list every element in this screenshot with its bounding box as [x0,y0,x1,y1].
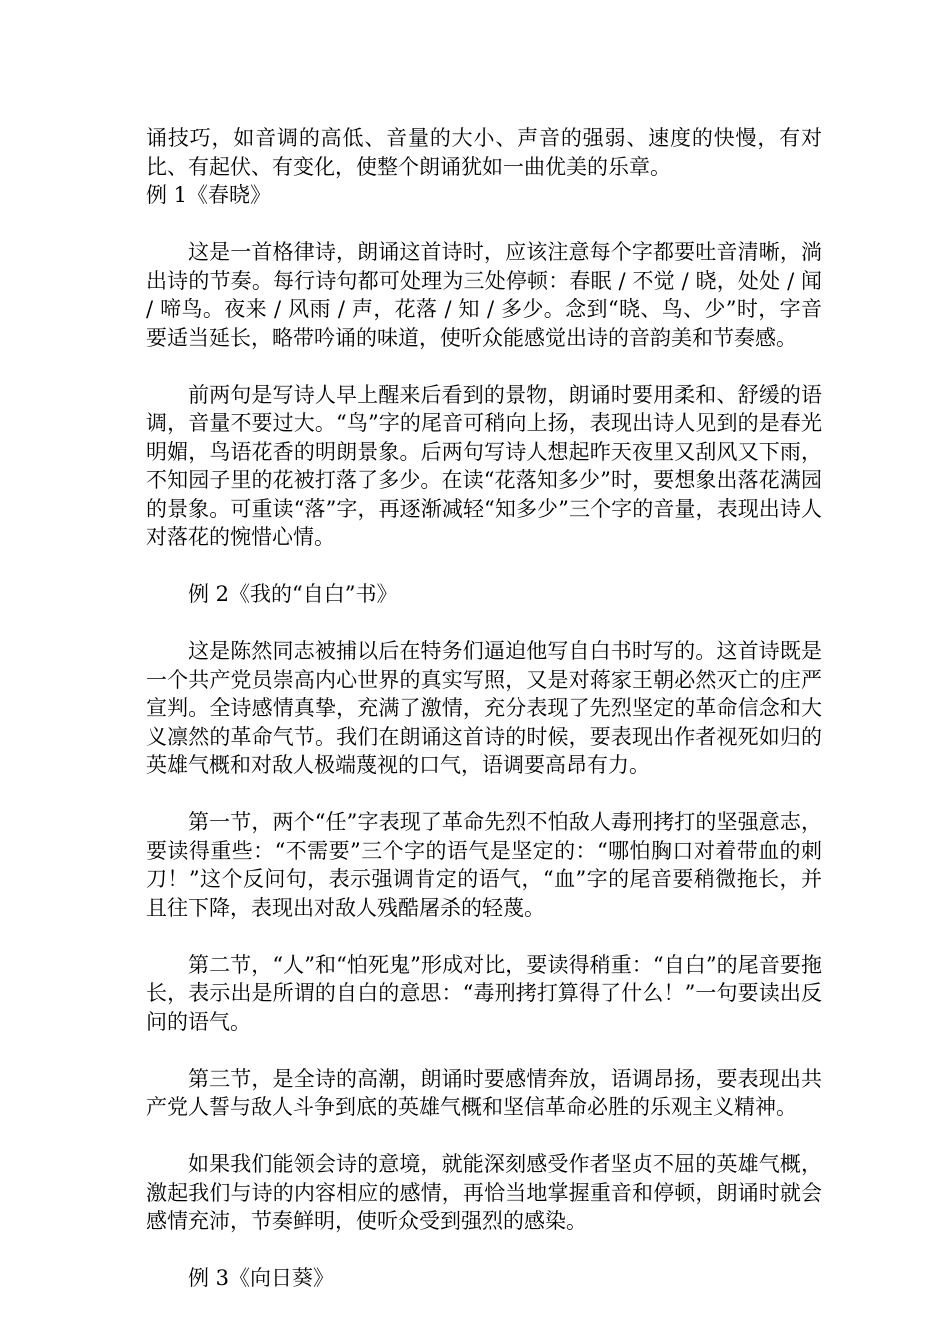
example-3-heading: 例 3《向日葵》 [188,1266,335,1290]
paragraph-gap [146,1236,822,1265]
paragraph-section-2: 第二节，“人”和“怕死鬼”形成对比，要读得稍重：“自白”的尾音要拖长，表示出是所谓的自白的意思：“毒刑拷打算得了什么！”一句要读出反问的语气。 [146,952,822,1034]
paragraph-gap [146,922,822,951]
paragraph-intro-continued: 诵技巧，如音调的高低、音量的大小、声音的强弱、速度的快慢，有对比、有起伏、有变化，使整个朗诵犹如一曲优美的乐章。 [146,126,822,179]
example-1-heading: 例 1《春晓》 [146,183,272,207]
paragraph-example-2-intro: 这是陈然同志被捕以后在特务们逼迫他写自白书时写的。这首诗既是一个共产党员崇高内心世界的真实写照，又是对蒋家王朝必然灭亡的庄严宣判。全诗感情真挚，充满了激情，充分表现了先烈坚定的革命信念和大义凛然的革命气节。我们在朗诵这首诗的时候，要表现出作者视死如归的英雄气概和对敌人极端蔑视的口气，语调要高昂有力。 [146,639,822,777]
example-2-heading: 例 2《我的“自白”书》 [188,582,398,606]
paragraph-example-1-intro: 这是一首格律诗，朗诵这首诗时，应该注意每个字都要吐音清晰，淌出诗的节奏。每行诗句都可处理为三处停顿：春眠 / 不觉 / 晓，处处 / 闻 / 啼鸟。夜来 / 风雨 / 声，花落 / 知 / 多少。念到“晓、鸟、少”时，字音要适当延长，略带吟诵的味道，使听众能感觉出诗的音韵美和节奏感。 [146,240,822,350]
paragraph-section-1: 第一节，两个“任”字表现了革命先烈不怕敌人毒刑拷打的坚强意志，要读得重些：“不需要”三个字的语气是坚定的：“哪怕胸口对着带血的刺刀！”这个反问句，表示强调肯定的语气，“血”字的尾音要稍微拖长，并且往下降，表现出对敌人残酷屠杀的轻蔑。 [146,810,822,920]
paragraph-example-1-analysis: 前两句是写诗人早上醒来后看到的景物，朗诵时要用柔和、舒缓的语调，音量不要过大。“鸟”字的尾音可稍向上扬，表现出诗人见到的是春光明媚，鸟语花香的明朗景象。后两句写诗人想起昨天夜里又刮风又下雨，不知园子里的花被打落了多少。在读“花落知多少”时，要想象出落花满园的景象。可重读“落”字，再逐渐减轻“知多少”三个字的音量，表现出诗人对落花的惋惜心情。 [146,382,822,549]
paragraph-gap [146,552,822,581]
paragraph-gap [146,609,822,638]
paragraph-conclusion: 如果我们能领会诗的意境，就能深刻感受作者坚贞不屈的英雄气概，激起我们与诗的内容相应的感情，再恰当地掌握重音和停顿，朗诵时就会感情充沛，节奏鲜明，使听众受到强烈的感染。 [146,1152,822,1233]
paragraph-gap [146,780,822,809]
paragraph-gap [146,1036,822,1065]
paragraph-section-3: 第三节，是全诗的高潮，朗诵时要感情奔放，语调昂扬，要表现出共产党人誓与敌人斗争到底的英雄气概和坚信革命必胜的乐观主义精神。 [146,1066,822,1119]
paragraph-gap [146,352,822,381]
paragraph-gap [146,210,822,239]
document-page [146,124,822,1293]
paragraph-gap [146,1122,822,1151]
